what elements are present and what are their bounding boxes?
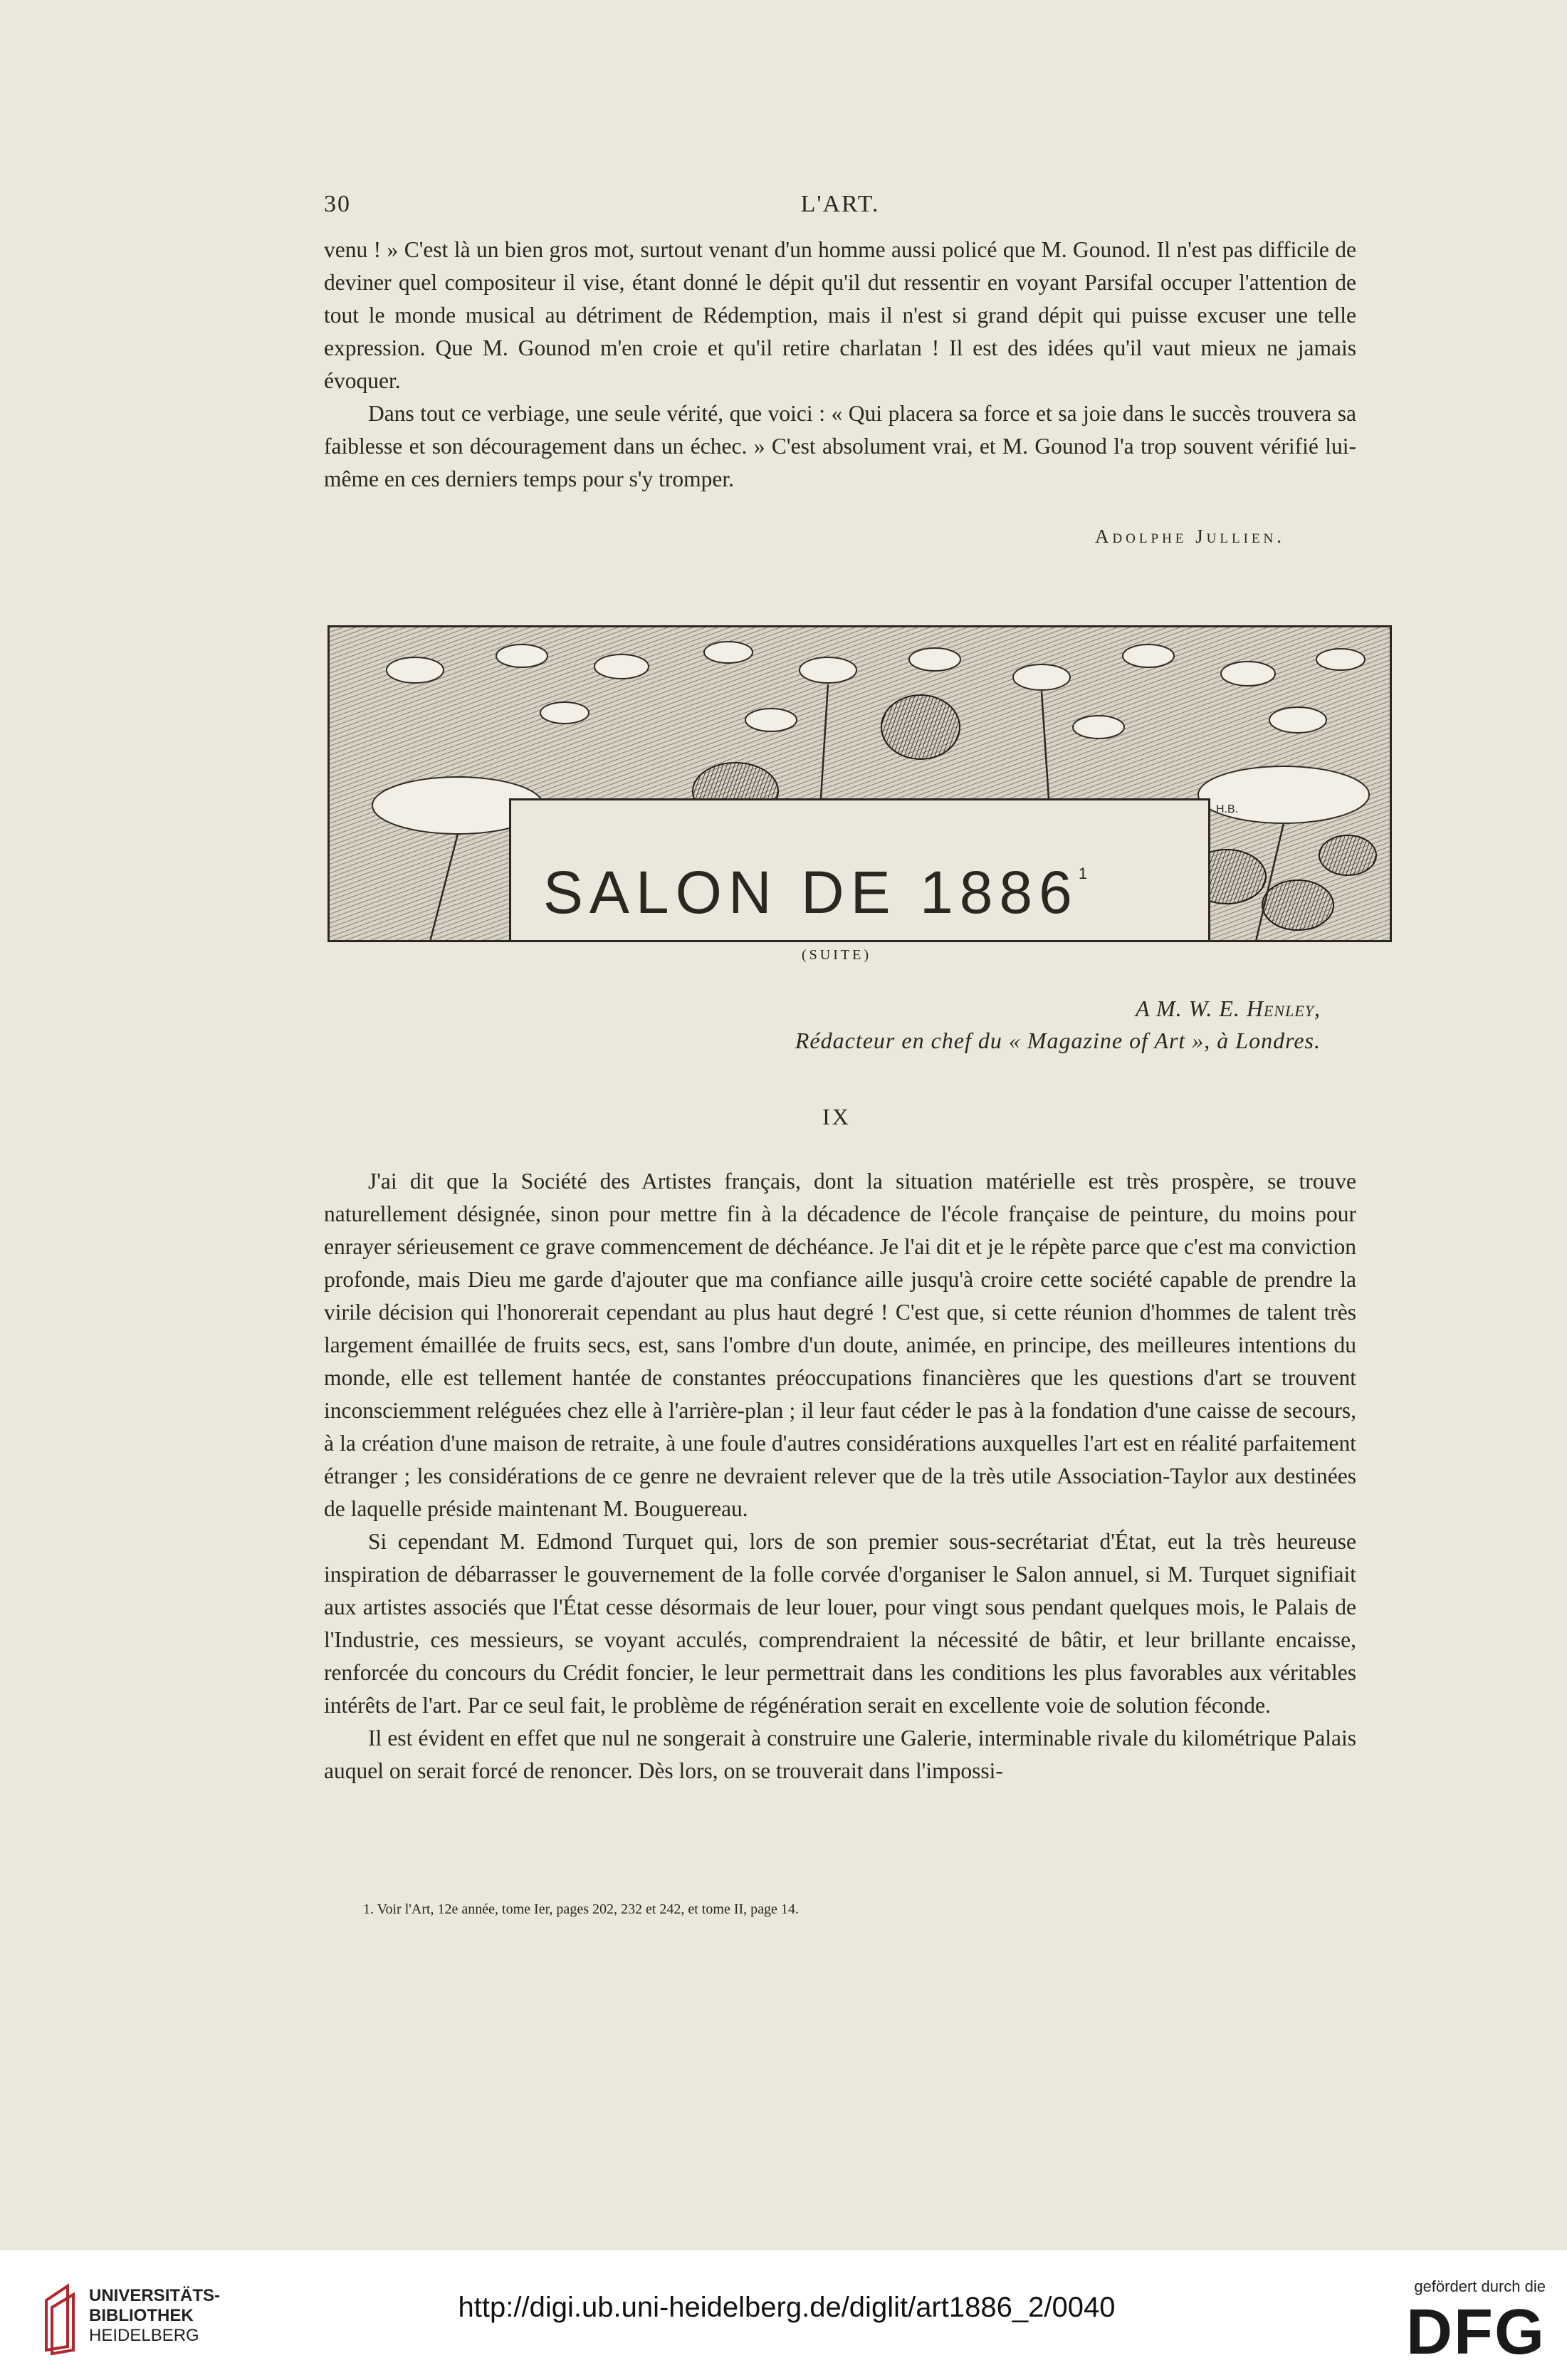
- intro-paragraph-2: Dans tout ce verbiage, une seule vérité, que voici : « Qui placera sa force et sa joie dans le succès trouvera sa faiblesse et son découragement dans un échec. » C'est absolument vrai, et M. Gounod l'a trop souvent vérifié lui-même en ces derniers temps pour s'y tromper.: [324, 401, 1356, 491]
- body-paragraph-1: J'ai dit que la Société des Artistes français, dont la situation matérielle est très prospère, se trouve naturellement désignée, sinon pour mettre fin à la décadence de l'école française de peinture, du moins pour enrayer sérieusement ce grave commencement de déchéance. Je l'ai dit et je le répète parce que c'est ma conviction profonde, mais Dieu me garde d'ajouter que ma confiance aille jusqu'à croire cette société capable de prendre la virile décision qui l'honorerait cependant au plus haut degré ! C'est que, si cette réunion d'hommes de talent très largement émaillée de fruits secs, est, sans l'ombre d'un doute, animée, en principe, des meilleures intentions du monde, elle est tellement hantée de constantes préoccupations financières que les questions d'art se trouvent inconsciemment reléguées chez elle à l'arrière-plan ; il leur faut céder le pas à la fondation d'une caisse de secours, à la création d'une maison de retraite, à une foule d'autres considérations auxquelles l'art est en réalité parfaitement étranger ; les considérations de ce genre ne devraient relever que de la très utile Association-Taylor aux destinées de laquelle préside maintenant M. Bouguereau.: [324, 1169, 1356, 1521]
- body-paragraph-3: Il est évident en effet que nul ne songerait à construire une Galerie, interminable rivale du kilométrique Palais auquel on serait forcé de renoncer. Dès lors, on se trouverait dans l'impossi-: [324, 1726, 1356, 1783]
- article-title: SALON DE 1886$^1$: [543, 859, 1088, 926]
- article-suite-label: (SUITE): [802, 947, 871, 963]
- section-number: IX: [822, 1104, 851, 1129]
- body-paragraph-2: Si cependant M. Edmond Turquet qui, lors de son premier sous-secrétariat d'État, eut la très heureuse inspiration de débarrasser le gouvernement de la folle corvée d'organiser le Salon annuel, si M. Turquet signifiait aux artistes associés que l'État cesse désormais de leur louer, pour vingt sous pendant quelques mois, le Palais de l'Industrie, ces messieurs, se voyant acculés, comprendraient la nécessité de bâtir, et leur brillante encaisse, renforcée du concours du Crédit foncier, le leur permettrait dans les conditions les plus favorables aux véritables intérêts de l'art. Par ce seul fait, le problème de régénération serait en excellente voie de solution féconde.: [324, 1529, 1356, 1718]
- author-signature: Adolphe Jullien.: [1094, 526, 1285, 547]
- article-body: [324, 1165, 1356, 1787]
- page-header: [324, 191, 1356, 226]
- footnote: 1. Voir l'Art, 12e année, tome Ier, pages 202, 232 et 242, et tome II, page 14.: [363, 1901, 799, 1917]
- dedication-line-1: A M. W. E. Henley,: [1135, 996, 1321, 1021]
- library-name: UNIVERSITÄTS- BIBLIOTHEK HEIDELBERG: [89, 2286, 221, 2345]
- digitization-footer: [0, 2250, 1567, 2380]
- running-title: L'ART.: [800, 191, 880, 217]
- dedication-line-2: Rédacteur en chef du « Magazine of Art », à Londres.: [795, 1028, 1321, 1053]
- intro-text: [324, 234, 1356, 496]
- footnote-ref: 1: [1078, 865, 1088, 882]
- dfg-logo-icon: DFG: [1406, 2297, 1546, 2368]
- intro-paragraph-1: venu ! » C'est là un bien gros mot, surtout venant d'un homme aussi policé que M. Gounod. Il n'est pas difficile de deviner quel compositeur il vise, étant donné le dépit qu'il dut ressentir en voyant Parsifal occuper l'attention de tout le monde musical au détriment de Rédemption, mais il n'est si grand dépit qui puisse excuser une telle expression. Que M. Gounod m'en croie et qu'il retire charlatan ! Il est des idées qu'il vaut mieux ne jamais évoquer.: [324, 237, 1356, 393]
- svg-text:H.B.: H.B.: [1216, 803, 1239, 815]
- page-number: 30: [324, 191, 351, 217]
- funding-label: gefördert durch die: [1414, 2277, 1546, 2295]
- source-url-link[interactable]: http://digi.ub.uni-heidelberg.de/diglit/art1886_2/0040: [458, 2292, 1116, 2323]
- university-library-logo-icon: [39, 2279, 82, 2357]
